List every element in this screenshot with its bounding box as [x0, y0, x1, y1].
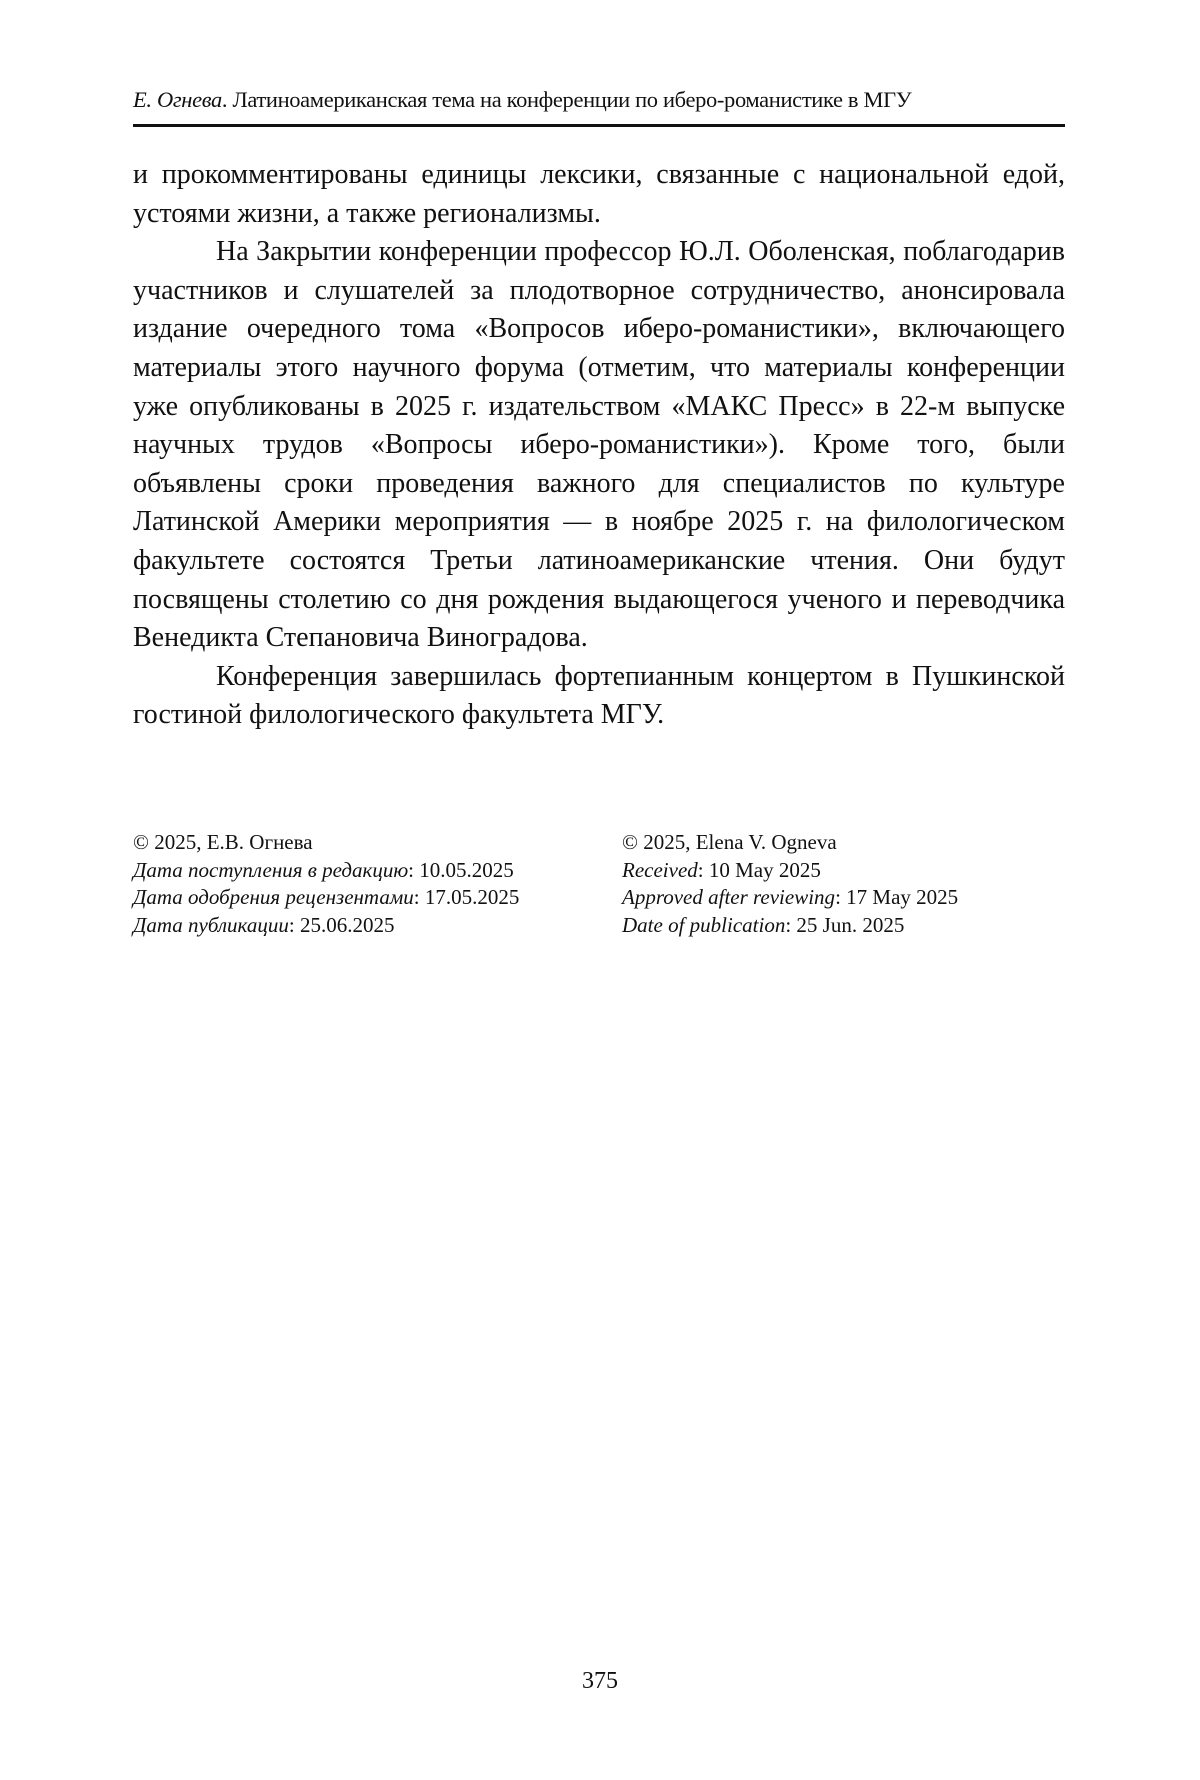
header-title: . Латиноамериканская тема на конференции по иберо-романистике в МГУ [221, 87, 912, 112]
header-rule [133, 124, 1065, 127]
publication-dates-ru [133, 829, 519, 939]
approved-value-en: : 17 May 2025 [835, 885, 959, 909]
received-row-ru [133, 857, 519, 885]
approved-row-en [622, 884, 958, 912]
published-value-en: : 25 Jun. 2025 [785, 912, 905, 937]
published-row-ru [133, 912, 519, 940]
received-label-ru: Дата поступления в редакцию [133, 857, 409, 882]
approved-label-ru: Дата одобрения рецензентами [133, 885, 414, 909]
approved-label-en: Approved after reviewing [622, 885, 836, 909]
received-value-en: : 10 May 2025 [697, 857, 821, 882]
header-author: Е. Огнева [133, 87, 222, 112]
copyright-ru: © 2025, Е.В. Огнева [133, 830, 313, 854]
paragraph-2: На Закрытии конференции профессор Ю.Л. Оболенская, поблагодарив участников и слушателей за плодотворное сотрудничество, анонсировала издание очередного тома «Вопросов иберо-романистики», включающего материалы этого научного форума (отметим, что материалы конференции уже опубликованы в 2025 г. издательством «МАКС Пресс» в 22-м выпуске научных трудов «Вопросы иберо-романистики»). Кроме того, были объявлены сроки проведения важного для специалистов по культуре Латинской Америки мероприятия — в ноябре 2025 г. на филологическом факультете состоятся Третьи латиноамериканские чтения. Они будут посвящены столетию со дня рождения выдающегося ученого и переводчика Венедикта Степановича Виноградова. [133, 236, 1065, 654]
page-number: 375 [582, 1668, 618, 1694]
article-body [133, 156, 1065, 735]
published-label-en: Date of publication [622, 912, 786, 937]
published-row-en [622, 912, 958, 940]
published-label-ru: Дата публикации [133, 912, 289, 937]
received-label-en: Received [622, 857, 698, 882]
approved-value-ru: : 17.05.2025 [413, 885, 520, 909]
received-row-en [622, 857, 958, 885]
copyright-en: © 2025, Elena V. Ogneva [622, 830, 837, 854]
publication-dates-en [622, 829, 958, 939]
paragraph-1: и прокомментированы единицы лексики, связанные с национальной едой, устоями жизни, а также регионализмы. [133, 159, 1065, 229]
published-value-ru: : 25.06.2025 [288, 912, 395, 937]
approved-row-ru [133, 884, 519, 912]
received-value-ru: : 10.05.2025 [408, 857, 514, 882]
paragraph-3: Конференция завершилась фортепианным концертом в Пушкинской гостиной филологического факультета МГУ. [133, 660, 1065, 731]
running-header [133, 86, 1065, 114]
